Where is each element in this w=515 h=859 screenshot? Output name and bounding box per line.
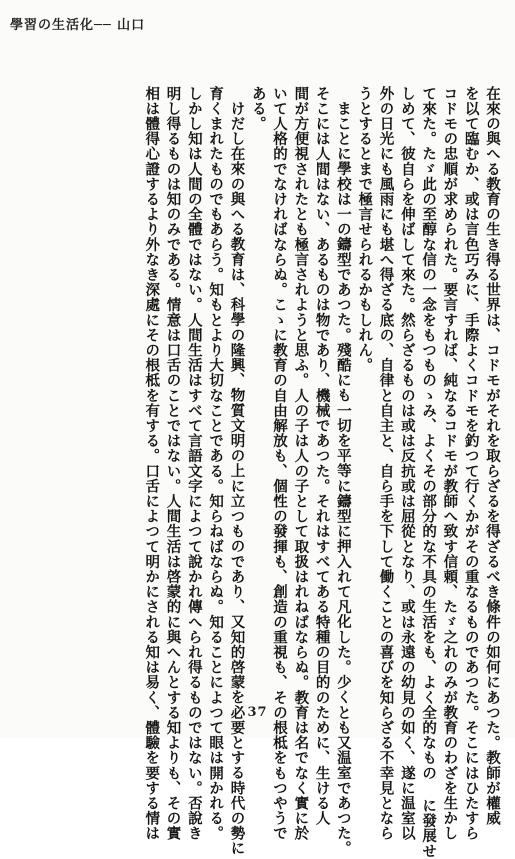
text-column: て來た。たゞ此の至醇な信の一念をもつものゝみ、よくその部分的な不具の生活をも、よく全的なもの に發展せ [420, 86, 438, 859]
paragraph-start-column: まことに學校は一の鑄型であつた。殘酷にも一切を平等に鑄型に押入れて凡化した。少くとも又温室であつた。 [334, 101, 352, 856]
text-column: ある。 [249, 86, 267, 132]
text-column: 間が方便視されたとも極言されようと思ふ。人の子は人の子として取扱はれねばならぬ。教育は名でなく實に於 [292, 86, 310, 841]
text-column: コドモの忠順が求められた。要言すれば、純なるコドモが教師へ致す信頼、たゞ之れのみが教育のわざを生かし [441, 86, 459, 841]
paragraph-start-column: けだし在來の與へる教育は、科學の隆興、物質文明の上に立つものであり、又知的啓蒙を必要とする時代の勢に [228, 101, 246, 856]
text-column: しめて、彼自らを伸ばして來た。然らざるものは或は反抗或は屈從となり、或は永遠の幼見の如く、遂に温室以 [398, 86, 416, 841]
text-column: いて人格的でなければならぬ。こゝに教育の自由解放も、個性の發揮も、創造の重視も、その根柢をもつやうで [271, 86, 289, 841]
text-column: 相は體得心證するより外なき深處にその根柢を有する。口舌によつて明かにされる知は易く、體驗を要する情は [143, 86, 161, 841]
text-column: 外の日光にも風雨にも堪へ得ざる底の、自律と自主と、自ら手を下して働くことの喜びを知らざる不幸見となら [377, 86, 395, 841]
text-column: うとするとまで極言せられるかもしれん。 [356, 86, 374, 373]
text-column: 育くまれたものでもあらう。知もとより大切なことである。知らねばならぬ。知ることによつて眼は開かれる。 [207, 86, 225, 841]
page-number: 37 [247, 705, 268, 720]
running-head: 學習の生活化── 山口 [10, 18, 146, 33]
text-column: を以て臨むか、或は言色巧みに、手際よくコドモを釣つて行くかがその重なるものであつた。そこにはひたすら [462, 86, 480, 841]
text-column: 在來の與へる教育の生き得る世界は、コドモがそれを取らざるを得ざるべき條件の如何にあつた。教師が權威 [484, 86, 501, 826]
text-column: 明し得るものは知のみである。情意は口舌のことではない。人間生活は啓蒙的に與へんとする知よりも、その實 [164, 86, 182, 841]
text-column: そこには人間はない、あるものは物であり、機械であつた。それはすべてある特種の目的のために、生ける人 [313, 86, 331, 826]
text-column: しかし知は人間の全體ではない。人間生活はすべて言語文字によつて說かれ傳へられ得るものではない。否說き [185, 86, 203, 841]
